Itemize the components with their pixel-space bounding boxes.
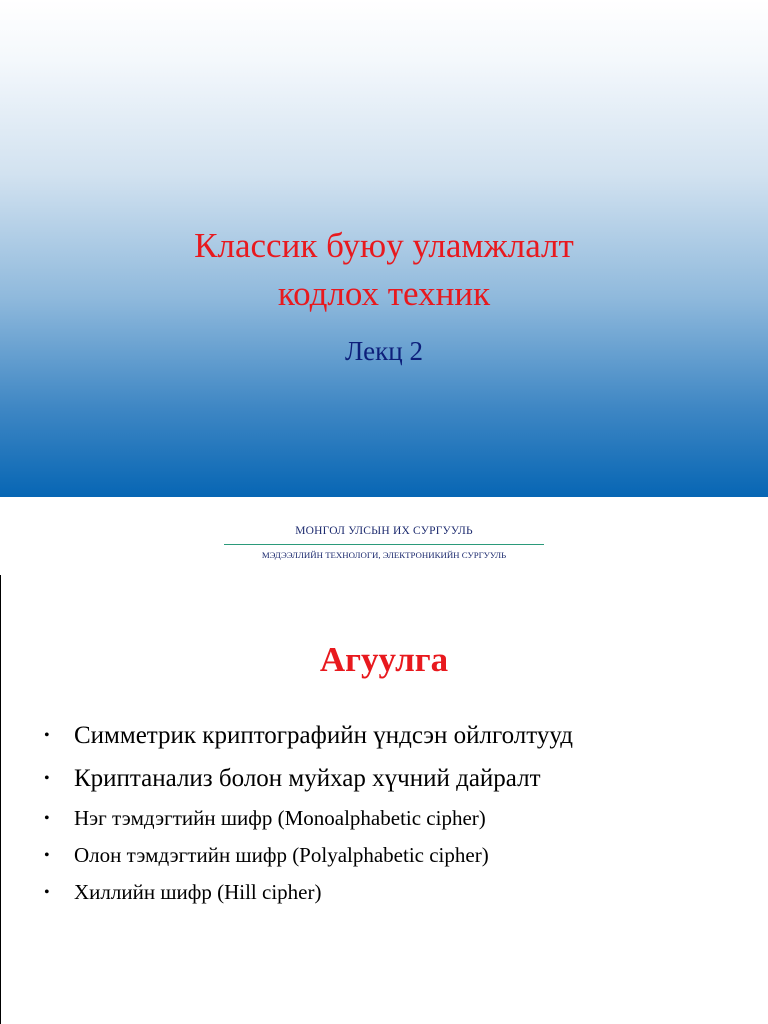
bullet-icon: •: [44, 810, 50, 827]
university-footer: [0, 522, 768, 540]
bullet-icon: •: [44, 847, 50, 864]
list-item: [44, 757, 744, 800]
slide-title-line-1: Классик буюу уламжлалт: [194, 226, 574, 265]
list-item: [44, 800, 744, 837]
slide-title-line-2: кодлох техник: [277, 274, 491, 313]
list-item: [44, 837, 744, 874]
bullet-icon: •: [44, 770, 50, 787]
university-name: МОНГОЛ УЛСЫН ИХ СУРГУУЛЬ: [295, 525, 473, 537]
footer-divider: [224, 544, 544, 545]
slide-subtitle: Лекц 2: [345, 336, 423, 366]
list-item-text: Олон тэмдэгтийн шифр (Polyalphabetic cipher): [74, 843, 489, 867]
list-item-text: Хиллийн шифр (Hill cipher): [74, 880, 322, 904]
list-item-text: Симметрик криптографийн үндсэн ойлголтууд: [74, 722, 573, 749]
list-item: [44, 874, 744, 911]
contents-heading: Агуулга: [319, 640, 449, 679]
title-slide: [0, 0, 768, 497]
contents-list: [44, 714, 744, 911]
bullet-icon: •: [44, 727, 50, 744]
bullet-icon: •: [44, 884, 50, 901]
list-item: [44, 714, 744, 757]
school-name: МЭДЭЭЛЛИЙН ТЕХНОЛОГИ, ЭЛЕКТРОНИКИЙН СУРГУУЛЬ: [261, 550, 507, 560]
slide-title: [0, 222, 768, 318]
list-item-text: Криптанализ болон муйхар хүчний дайралт: [74, 765, 541, 792]
list-item-text: Нэг тэмдэгтийн шифр (Monoalphabetic cipher): [74, 806, 486, 830]
